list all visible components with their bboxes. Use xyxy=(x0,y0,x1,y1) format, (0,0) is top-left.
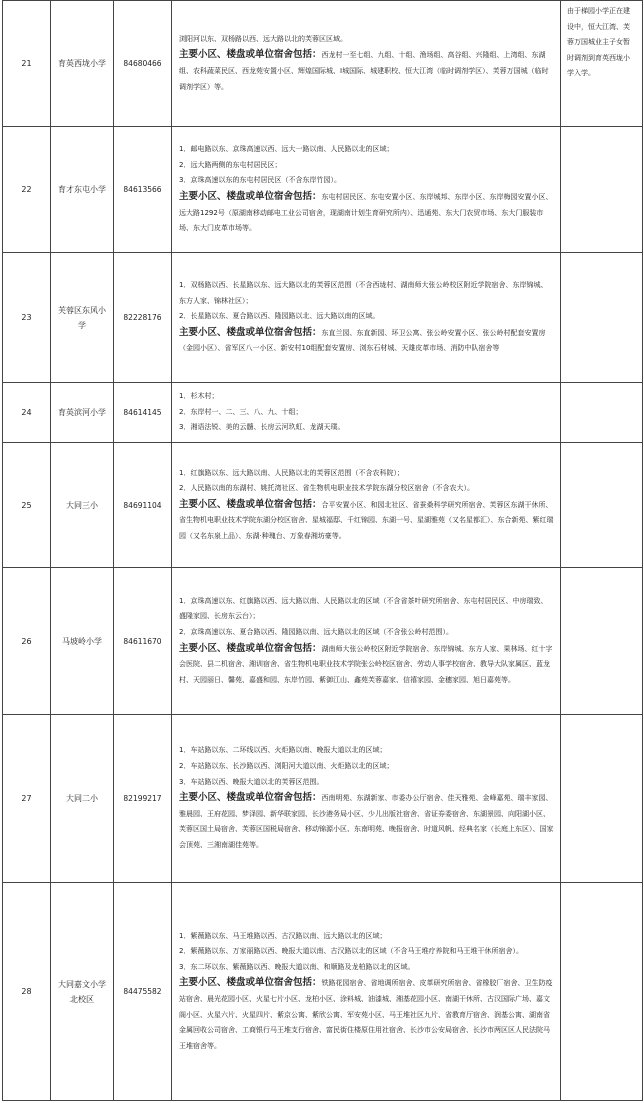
main-communities-paragraph xyxy=(179,189,554,237)
area-item: 2．东岸村一、二、三、八、九、十组； xyxy=(179,407,303,416)
school-phone: 84475582 xyxy=(114,883,172,1101)
area-item: 2．车站路以东、长沙路以西、浏阳河大道以南、火炬路以北的区域； xyxy=(179,762,394,771)
district-area xyxy=(172,253,561,383)
main-communities-text: 合平安置小区、和园北社区、省蚕桑科学研究所宿舍、芙蓉区东湖干休所、省生物机电职业技术学院东湖分校区宿舍、星城福邸、千红锦园、东湖一号、星湖雅苑（又名星都汇）、东合新苑、紫红瑞园（又名东泉上品）、东湖·种瑰台、万象春湘坊豪等。 xyxy=(179,500,554,540)
remark xyxy=(561,127,643,253)
school-district-table xyxy=(2,0,643,1101)
area-item: 1．邮电路以东、京珠高速以西、远大一路以南、人民路以北的区域； xyxy=(179,145,394,154)
main-communities-paragraph xyxy=(179,790,554,853)
area-item: 浏阳河以东、双杨路以西、远大路以北的芙蓉区区域。 xyxy=(179,34,347,43)
school-name: 育英西垅小学 xyxy=(51,1,114,127)
school-phone: 84680466 xyxy=(114,1,172,127)
main-communities-paragraph xyxy=(179,325,554,357)
remark xyxy=(561,383,643,443)
main-communities-text: 铁路花园宿舍、省地调所宿舍、皮革研究所宿舍、省橡胶厂宿舍、卫生防疫站宿舍、晨光花园小区、火星七片小区、龙柏小区、涂料城、油漆城、湘基花园小区、南湖干休所、古汉国际广场、嘉文阁小区、火星六片、火星四片、紫京公寓、紫欣公寓、军安苑小区、马王堆社区九片、省教育厅宿舍、润基公寓、湖南省金属回收公司宿舍、工商银行马王堆支行宿舍、富民街住楼原住用社宿舍、长沙市公安局宿舍、长沙市两区区人民法院马王堆宿舍等。 xyxy=(179,979,553,1050)
remark xyxy=(561,253,643,383)
table-row xyxy=(3,883,643,1101)
school-name: 育英滨河小学 xyxy=(51,383,114,443)
main-communities-label: 主要小区、楼盘或单位宿舍包括： xyxy=(179,642,322,654)
school-phone: 82228176 xyxy=(114,253,172,383)
main-communities-text: 西南明苑、东湖新家、市委办公厅宿舍、佳天雅苑、金峰嘉苑、瑞丰家园、雅晨园、王府花园、梦泽园、新华联家园、长沙港务局小区、少儿出版社宿舍、省证券委宿舍、东湖景园、向阳湖小区、芙蓉区国土局宿舍、芙蓉区国税局宿舍、移动锦源小区、东南明苑、晚报宿舍、时道风帆、经典名家（长庭上东区）、国家会顶苑、三湘南湖佳苑等。 xyxy=(179,794,554,849)
area-item: 2．紫薇路以东、万家丽路以西、晚报大道以南、古汉路以北的区域（不含马王堆疗养院和马王堆干休所宿舍）。 xyxy=(179,947,523,956)
school-name: 大同二小 xyxy=(51,715,114,883)
area-item: 1．紫薇路以东、马王堆路以西、古汉路以南、远大路以北的区域； xyxy=(179,931,387,940)
row-number: 28 xyxy=(3,883,51,1101)
area-item: 1．红旗路以东、远大路以南、人民路以北的芙蓉区范围（不含农科院）； xyxy=(179,468,404,477)
table-row xyxy=(3,253,643,383)
district-area xyxy=(172,568,561,715)
district-area xyxy=(172,127,561,253)
remark xyxy=(561,443,643,568)
area-item: 1．车站路以东、二环线以西、火炬路以南、晚报大道以北的区域； xyxy=(179,746,387,755)
school-name: 芙蓉区东风小学 xyxy=(51,253,114,383)
table-row xyxy=(3,127,643,253)
area-item: 3．东二环以东、紫薇路以西、晚报大道以南、和顺路及龙柏路以北的区域。 xyxy=(179,962,415,971)
main-communities-text: 湖南师大张公岭校区附近学院宿舍、东岸锦城、东方人家、果林场、红十字会医院、县二机宿舍、湘训宿舍、省生物机电职业技术学院张公岭校区宿舍、劳动人事学校宿舍、教导大队家属区、蓝龙村、天园丽日、馨苑、嘉盛和园、东岸竹园、紫御江山、鑫苑芙蓉嘉家、信禧家园、金穗家园、旭日嘉苑等。 xyxy=(179,644,553,684)
school-phone: 84611670 xyxy=(114,568,172,715)
main-communities-label: 主要小区、楼盘或单位宿舍包括： xyxy=(179,792,322,804)
row-number: 27 xyxy=(3,715,51,883)
row-number: 26 xyxy=(3,568,51,715)
district-area xyxy=(172,1,561,127)
district-area xyxy=(172,383,561,443)
main-communities-label: 主要小区、楼盘或单位宿舍包括： xyxy=(179,326,322,338)
main-communities-paragraph xyxy=(179,975,554,1054)
area-item: 2．长星路以东、夏合路以西、隆园路以北、远大路以南的区域。 xyxy=(179,312,380,321)
table-row xyxy=(3,1,643,127)
table-body xyxy=(3,1,643,1101)
district-area xyxy=(172,715,561,883)
main-communities-text: 西龙村一至七组、九组、十组、渔场组、高谷组、兴隆组、上湾组、东湖组、农科蔬菜民区、西龙苑安置小区、辉煌国际城、I城国际、城建职校、恒大江湾（临时调剂学区）、芙蓉万国城（临时调剂学区）等。 xyxy=(179,51,549,91)
remark xyxy=(561,568,643,715)
area-item: 2．人民路以南的东湖村、姚托湾社区、省生物机电职业技术学院东湖分校区宿舍（不含农大）。 xyxy=(179,484,474,493)
district-area xyxy=(172,883,561,1101)
district-area xyxy=(172,443,561,568)
school-name: 大同嘉文小学北校区 xyxy=(51,883,114,1101)
main-communities-label: 主要小区、楼盘或单位宿舍包括： xyxy=(179,49,322,61)
area-item: 1．京珠高速以东、红旗路以西、远大路以南、人民路以北的区域（不含省茶叶研究所宿舍、东屯村居民区、中房瑞致、盛隆家园、长房东云台）； xyxy=(179,596,548,621)
school-name: 育才东屯小学 xyxy=(51,127,114,253)
remark: 由于梯园小学正在建设中，恒大江湾、芙蓉万国城业主子女暂时调剂到育英西垅小学入学。 xyxy=(561,1,643,127)
main-communities-text: 东屯村居民区、东屯安置小区、东岸城邦、东岸小区、东岸梅园安置小区、远大路1292号（原湖南移动邮电工业公司宿舍，现湖南计划生育研究所内）、迅通苑、东大门农贸市场、东大门服装市场、东大门皮革市场等。 xyxy=(179,193,553,233)
area-item: 2．远大路两侧的东屯村居民区； xyxy=(179,160,282,169)
row-number: 25 xyxy=(3,443,51,568)
school-phone: 84613566 xyxy=(114,127,172,253)
area-item: 3．车站路以西、晚报大道以北的芙蓉区范围。 xyxy=(179,777,324,786)
school-phone: 84691104 xyxy=(114,443,172,568)
remark xyxy=(561,715,643,883)
main-communities-text: 东直兰园、东直新园、环卫公寓、张公岭安置小区、张公岭村配套安置房（金园小区）、省军区八一小区、新安村10组配套安置房、浏东石材城、天雄皮革市场、消防中队宿舍等 xyxy=(179,328,546,353)
row-number: 21 xyxy=(3,1,51,127)
school-phone: 82199217 xyxy=(114,715,172,883)
remark xyxy=(561,883,643,1101)
school-name: 大同三小 xyxy=(51,443,114,568)
row-number: 22 xyxy=(3,127,51,253)
area-item: 2．京珠高速以东、夏合路以西、隆园路以南、远大路以北的区域（不含张公岭村范围）。 xyxy=(179,627,453,636)
area-item: 3．京珠高速以东的东屯村居民区（不含东岸竹园）。 xyxy=(179,176,341,185)
main-communities-paragraph xyxy=(179,47,554,95)
row-number: 23 xyxy=(3,253,51,383)
main-communities-label: 主要小区、楼盘或单位宿舍包括： xyxy=(179,977,322,989)
row-number: 24 xyxy=(3,383,51,443)
table-row xyxy=(3,568,643,715)
main-communities-label: 主要小区、楼盘或单位宿舍包括： xyxy=(179,191,322,202)
school-name: 马坡岭小学 xyxy=(51,568,114,715)
area-item: 1．双杨路以西、长星路以东、远大路以北的芙蓉区范围（不含西垅村、湖南师大张公岭校区附近学院宿舍、东岸锦城、东方人家、锦林社区）； xyxy=(179,281,548,305)
school-phone: 84614145 xyxy=(114,383,172,443)
area-item: 1．杉木村； xyxy=(179,392,219,401)
main-communities-paragraph xyxy=(179,641,554,689)
area-item: 3．湘语法锐、美的云髓、长房云河玖虹、龙湖天璞。 xyxy=(179,423,345,432)
main-communities-paragraph xyxy=(179,497,554,545)
table-row xyxy=(3,715,643,883)
table-row xyxy=(3,443,643,568)
table-row xyxy=(3,383,643,443)
main-communities-label: 主要小区、楼盘或单位宿舍包括： xyxy=(179,498,322,510)
